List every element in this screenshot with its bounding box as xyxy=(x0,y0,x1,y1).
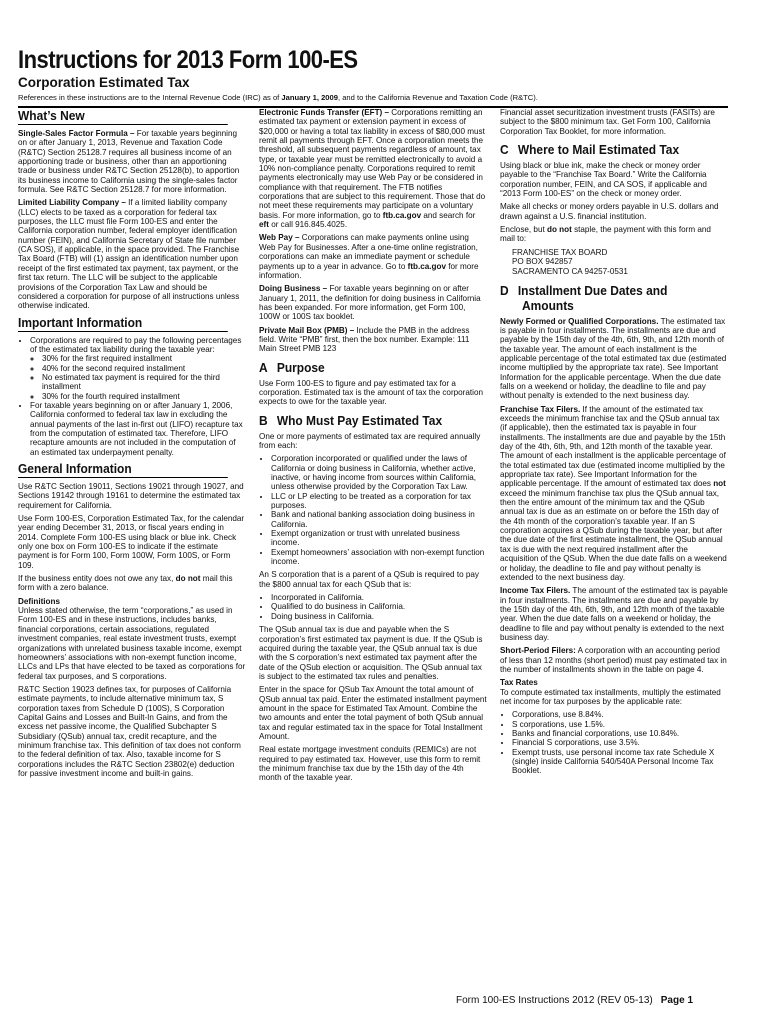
eft-search-term: eft xyxy=(259,220,269,230)
footer-form-label: Form 100-ES Instructions 2012 (REV 05-13) xyxy=(456,995,653,1006)
section-b-heading xyxy=(259,413,469,428)
section-c-letter: C xyxy=(500,142,509,158)
general-paragraph: Use R&TC Section 19011, Sections 19021 through 19027, and Sections 19142 through 19161 to determine the estimated tax requirement for California. xyxy=(18,482,244,510)
important-item xyxy=(30,336,246,401)
who-must-pay-item: • Exempt homeowners’ association with non-exempt function income. xyxy=(271,548,487,567)
who-must-pay-item: • Exempt organization or trust with unrelated business income. xyxy=(271,529,487,548)
newly-formed-text: The estimated tax is payable in four installments. The installments are due and payable by the 15th day of the 4th, 6th, 9th, and 12th month of the taxable year. The amount of each installment is the applicable percentage of the total estimated tax due (estimated income multiplied by the appropriate tax rate). See Important Information for the applicable percentage. When the due date falls on a weekend or holiday, the deadline to file and pay without penalty is extended to the next business day. xyxy=(500,316,727,401)
income-filers-paragraph xyxy=(500,586,728,642)
tax-rate-item: • Financial S corporations, use 3.5%. xyxy=(512,738,728,747)
column-3 xyxy=(500,108,728,787)
pmb-lead: Private Mail Box (PMB) – xyxy=(259,325,355,335)
eft-website: ftb.ca.gov xyxy=(382,210,422,220)
qsub-amount-paragraph: Enter in the space for QSub Tax Amount the total amount of QSub annual tax paid. Enter the estimated installment payment amount in the space for Estimated Tax Amount. Combine the two amounts and enter the total payment of both QSub annual tax and regular estimated tax in the space for Total Installment Amount. xyxy=(259,685,487,741)
income-filers-text: The amount of the estimated tax is payable in four installments. The installments are due and payable by the 15th day of the 4th, 6th, 9th, and 12th month of the taxable year. When the due date falls on a weekend or holiday, the deadline to file and pay without penalty is extended to the next business day. xyxy=(500,586,728,642)
llc-text: If a limited liability company (LLC) elects to be taxed as a corporation for federal tax purposes, the LLC must file Form 100-ES and enter the California corporation number, federal employer identification number (FEIN), and California Secretary of State file number (CA SOS), if applicable, in the space provided. The Franchise Tax Board (FTB) will (1) assign an identification number upon receipt of the first estimated tax payment, tax payment, or the first tax return. The LLC will be subject to the applicable provisions of the Corporation Tax Law and should be considered a corporation for purpose of all instructions unless otherwise indicated. xyxy=(18,198,240,311)
definitions-heading: Definitions xyxy=(18,596,60,606)
qsub-item: • Doing business in California. xyxy=(271,612,487,621)
enclose-text: Enclose, but xyxy=(500,225,547,235)
franchise-filers-emphasis: not xyxy=(713,479,726,489)
who-must-pay-item: • Bank and national banking association doing business in California. xyxy=(271,510,487,529)
zero-balance-text-end: mail this form with a zero balance. xyxy=(18,574,233,593)
pmb-paragraph xyxy=(259,326,487,354)
document-title: Instructions for 2013 Form 100-ES xyxy=(18,46,358,74)
qsub-paragraph: An S corporation that is a parent of a QSub is required to pay the $800 annual tax for each QSub that is: xyxy=(259,570,479,589)
doing-business-text: For taxable years beginning on or after January 1, 2011, the definition for doing business in California has been expanded. For more information, get Form 100, 100W or 100S tax booklet. xyxy=(259,284,481,322)
important-list xyxy=(18,336,246,457)
single-sales-paragraph xyxy=(18,129,246,194)
franchise-filers-text-end: exceed the minimum franchise tax plus the QSub annual tax, then the entire amount of the minimum tax and the QSub annual tax is due as an estimate on or before the 15th day of the 4th month of the corporation’s taxable year. If an S corporation acquires a QSub during the taxable year, but after the due date of the first estimate installment, the QSub annual tax is due with the next required installment after the acquisition of the QSub. When the due date falls on a weekend or holiday, the deadline to file and pay without penalty is extended to the next business day. xyxy=(500,488,727,582)
franchise-filers-text: If the amount of the estimated tax exceeds the minimum franchise tax and the QSub annual tax (if applicable), then the estimated tax is payable in four installments. The installments are due and payable by the 15th day of the 4th, 6th, 9th, and 12th month of the taxable year. The amount of each installment is the applicable percentage of the total estimated tax due (estimated income multiplied by the appropriate tax rate). See Important Information for the applicable percentage. If the amount of estimated tax does xyxy=(500,404,726,489)
percentage-item: ◦ No estimated tax payment is required for the third installment xyxy=(42,373,246,392)
franchise-filers-paragraph xyxy=(500,405,728,583)
tax-rates-list xyxy=(500,710,728,775)
percentages-list xyxy=(30,354,246,401)
web-pay-text-end: for more information. xyxy=(259,261,479,280)
eft-paragraph xyxy=(259,108,487,229)
qsub-item: • Qualified to do business in California. xyxy=(271,602,487,611)
short-period-text: A corporation with an accounting period of less than 12 months (short period) must pay estimated tax in the number of installments shown in the table on page 4. xyxy=(500,646,727,674)
general-paragraph: Use Form 100-ES, Corporation Estimated Tax, for the calendar year ending December 31, 2013, or fiscal years ending in 2014. Complete Form 100-ES using black or blue ink. Check only one box on Form 100-ES to indicate if the estimate payment is for Form 100, Form 100W, Form 100S, or Form 109. xyxy=(18,514,245,570)
mailing-address xyxy=(512,248,728,277)
tax-rate-item: • Exempt trusts, use personal income tax rate Schedule X (single) inside California 540/540A Personal Income Tax Booklet. xyxy=(512,748,728,776)
zero-balance-text: If the business entity does not owe any tax, xyxy=(18,574,176,584)
column-1 xyxy=(18,108,246,787)
document-subtitle: Corporation Estimated Tax xyxy=(18,75,190,90)
address-line: FRANCHISE TAX BOARD xyxy=(512,247,608,257)
general-heading: General Information xyxy=(18,461,228,478)
section-c-title: Where to Mail Estimated Tax xyxy=(517,142,680,158)
tax-rate-item: • Banks and financial corporations, use 10.84%. xyxy=(512,729,728,738)
pmb-text: Include the PMB in the address field. Write “PMB” first, then the box number. Example: 111 Main Street PMB 123 xyxy=(259,325,470,354)
zero-balance-emphasis: do not xyxy=(175,574,201,584)
percentage-item: ◦ 30% for the fourth required installment xyxy=(42,392,246,401)
percentage-item: ◦ 30% for the first required installment xyxy=(42,354,246,363)
qsub-item: • Incorporated in California. xyxy=(271,593,487,602)
definitions-paragraph: R&TC Section 19023 defines tax, for purposes of California estimate payments, to include alternative minimum tax, S corporation taxes from Schedule D (100S), S Corporation Capital Gains and Losses and Built-In Gains, and from the excess net passive income, the Qualified Subchapter S Subsidiary (QSub) annual tax, credit recapture, and the minimum franchise tax. This definition of tax does not conform to the federal definition of tax. Also, taxable income for S corporations includes the R&TC Section 23802(e) deduction for passive investment income and built-in gains. xyxy=(18,684,241,778)
who-must-pay-item: • Corporation incorporated or qualified under the laws of California or doing business in California, whether active, inactive, or having income from sources within California, unless otherwise provided by the Corporation Tax Law. xyxy=(271,454,487,491)
web-pay-website: ftb.ca.gov xyxy=(407,261,446,271)
refs-text: References in these instructions are to the Internal Revenue Code (IRC) as of xyxy=(18,93,282,102)
enclose-paragraph xyxy=(500,225,728,244)
section-d-heading xyxy=(500,283,710,298)
remic-paragraph: Real estate mortgage investment conduits (REMICs) are not required to pay estimated tax. However, use this form to remit the minimum franchise tax due by the 15th day of the 4th month of the taxable year. xyxy=(259,745,481,783)
columns xyxy=(18,108,728,787)
eft-text-mid: and search for xyxy=(421,210,476,220)
mail-paragraph: Using black or blue ink, make the check or money order payable to the “Franchise Tax Board.” Write the California corporation number, FEIN, and CA SOS, if applicable and “2013 Form 100-ES” on the check or money order. xyxy=(500,161,707,199)
zero-balance-paragraph xyxy=(18,574,246,593)
page-footer xyxy=(456,995,693,1006)
qsub-tax-paragraph: The QSub annual tax is due and payable when the S corporation’s first estimated tax payment is due. If the QSub is acquired during the taxable year, the QSub annual tax is due with the S corporation’s next estimated tax payment after the date of the QSub election or acquisition. The QSub annual tax is subject to the estimated tax rules and penalties. xyxy=(259,625,483,681)
footer-page-number: Page 1 xyxy=(660,995,694,1006)
column-2 xyxy=(259,108,487,787)
short-period-paragraph xyxy=(500,646,728,674)
eft-lead: Electronic Funds Transfer (EFT) – xyxy=(259,108,390,117)
address-line: SACRAMENTO CA 94257-0531 xyxy=(512,266,628,276)
tax-rate-item: • Corporations, use 8.84%. xyxy=(512,710,728,719)
doing-business-lead: Doing Business – xyxy=(259,284,328,294)
who-must-pay-list xyxy=(259,454,487,566)
tax-rates-heading: Tax Rates xyxy=(500,678,538,688)
eft-text: Corporations remitting an estimated tax payment or extension payment in excess of $20,000 or having a total tax liability in excess of $80,000 must remit all payments through EFT. Once a corporation meets the threshold, all subsequent payments regardless of amount, tax type, or taxable year must be remitted electronically to avoid a 10% non-compliance penalty. Corporations required to remit payments electronically may use Web Pay or be considered in compliance with that requirement. The FTB notifies corporations that are subject to this requirement. Those that do not meet these requirements may participate on a voluntary basis. For more information, go to xyxy=(259,108,486,220)
web-pay-text: Corporations can make payments online using Web Pay for Businesses. After a one-time online registration, corporations can make an immediate payment or schedule payments up to a year in advance. Go to xyxy=(259,233,478,271)
address-line: PO BOX 942857 xyxy=(512,257,573,267)
definitions-paragraph: Unless stated otherwise, the term “corporations,” as used in Form 100-ES and in these instructions, includes banks, financial corporations, certain associations, regulated investment companies, real estate investment trusts, exempt organizations with unrelated business taxable income, exempt homeowners’ associations with non-exempt function income, LLCs and LPs that have elected to be taxed as corporations for federal tax purposes, and S corporations. xyxy=(18,606,246,681)
whats-new-heading: What’s New xyxy=(18,108,228,125)
short-period-lead: Short-Period Filers: xyxy=(500,646,576,656)
tax-rates-paragraph: To compute estimated tax installments, multiply the estimated net income for tax purposes by the applicable rate: xyxy=(500,687,721,706)
eft-text-end: or call 916.845.4025. xyxy=(268,220,348,230)
llc-lead: Limited Liability Company – xyxy=(18,198,126,208)
percentage-item: ◦ 40% for the second required installment xyxy=(42,364,246,373)
income-filers-lead: Income Tax Filers. xyxy=(500,586,571,596)
single-sales-lead: Single-Sales Factor Formula – xyxy=(18,129,135,138)
section-d-letter: D xyxy=(500,282,509,298)
refs-date: January 1, 2009 xyxy=(281,93,338,102)
llc-paragraph xyxy=(18,198,246,310)
qsub-list xyxy=(259,593,487,621)
section-a-heading xyxy=(259,360,469,375)
who-must-pay-item: • LLC or LP electing to be treated as a corporation for tax purposes. xyxy=(271,492,487,511)
tax-rate-item: • S corporations, use 1.5%. xyxy=(512,720,728,729)
section-c-heading xyxy=(500,142,710,157)
section-b-letter: B xyxy=(259,412,268,428)
important-heading: Important Information xyxy=(18,315,228,332)
important-item-text: Corporations are required to pay the following percentages of the estimated tax liability during the taxable year: xyxy=(30,335,242,354)
purpose-paragraph: Use Form 100-ES to figure and pay estimated tax for a corporation. Estimated tax is the amount of tax the corporation expects to owe for the taxable year. xyxy=(259,378,484,407)
section-b-title: Who Must Pay Estimated Tax xyxy=(276,412,443,428)
web-pay-paragraph xyxy=(259,233,487,280)
refs-text-end: , and to the California Revenue and Taxation Code (R&TC). xyxy=(337,93,538,102)
enclose-emphasis: do not xyxy=(546,225,572,235)
doing-business-paragraph xyxy=(259,284,487,321)
franchise-filers-lead: Franchise Tax Filers. xyxy=(500,404,581,414)
mail-paragraph: Make all checks or money orders payable in U.S. dollars and drawn against a U.S. financial institution. xyxy=(500,202,719,221)
references-note xyxy=(18,93,728,103)
single-sales-text: For taxable years beginning on or after January 1, 2013, Revenue and Taxation Code (R&TC) Section 25128.7 requires all business income of an apportioning trade or business, other than an apportioning trade or business under R&TC Section 25128(b), to apportion its business income to California using the single-sales factor formula. See R&TC Section 25128.7 for more information. xyxy=(18,129,240,195)
web-pay-lead: Web Pay – xyxy=(259,233,300,243)
important-item: • For taxable years beginning on or after January 1, 2006, California conformed to federal tax law in excluding the annual payments of the last in-first out (LIFO) recapture tax from the computation of estimated tax. Therefore, LIFO recapture amounts are not included in the computation of an estimated tax underpayment penalty. xyxy=(30,401,246,457)
section-a-title: Purpose xyxy=(276,359,325,375)
newly-formed-paragraph xyxy=(500,317,728,401)
section-a-letter: A xyxy=(259,359,268,375)
enclose-text-end: staple, the payment with this form and mail to: xyxy=(500,225,711,244)
instructions-page xyxy=(18,46,728,108)
newly-formed-lead: Newly Formed or Qualified Corporations. xyxy=(500,316,659,326)
section-d-title: Installment Due Dates and xyxy=(517,282,668,298)
section-d-heading-cont: Amounts xyxy=(522,297,574,313)
fasit-paragraph: Financial asset securitization investment trusts (FASITs) are subject to the $800 minimum tax. Get Form 100, California Corporation Tax Booklet, for more information. xyxy=(500,108,715,136)
who-must-pay-paragraph: One or more payments of estimated tax are required annually from each: xyxy=(259,431,481,450)
